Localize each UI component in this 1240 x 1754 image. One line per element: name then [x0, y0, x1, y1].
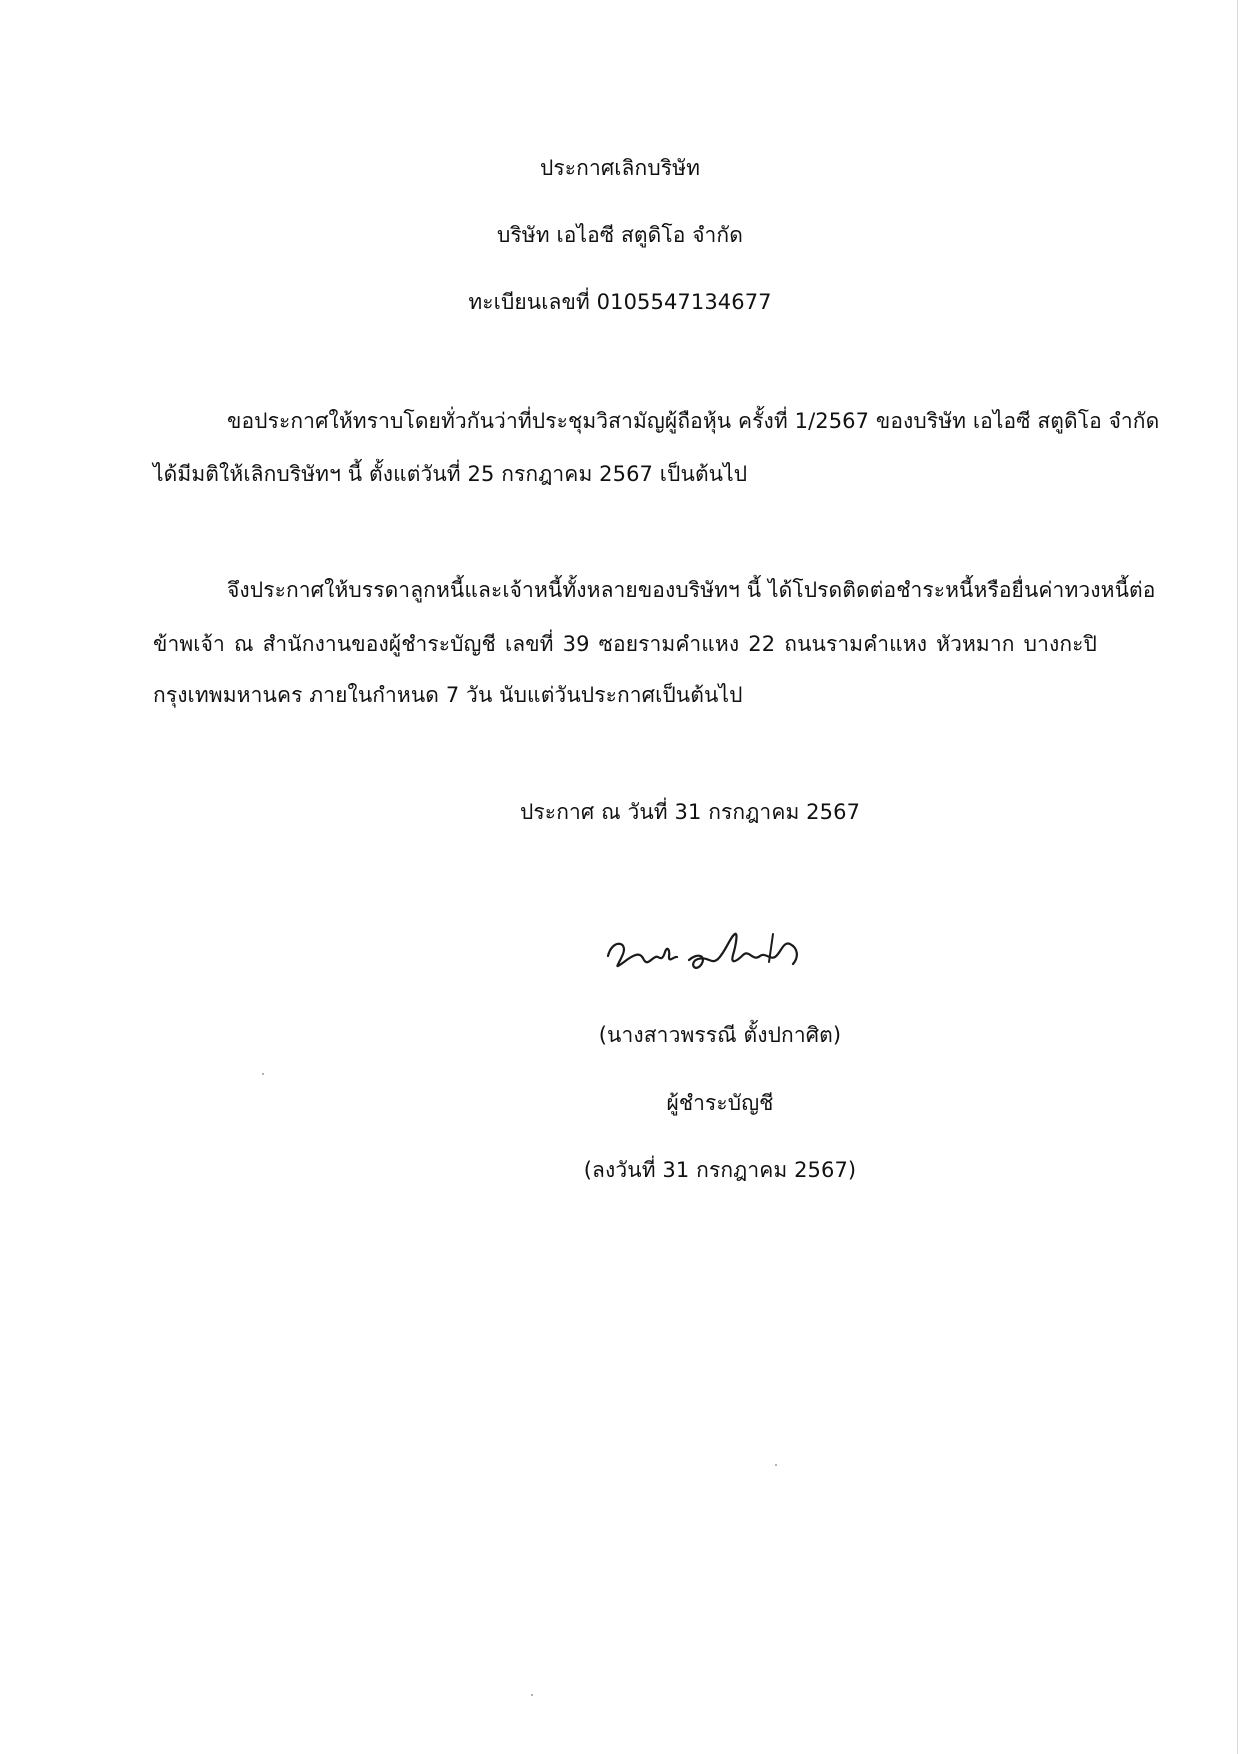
scan-edge-line [1237, 0, 1238, 1754]
paragraph-2-line-3: กรุงเทพมหานคร ภายในกำหนด 7 วัน นับแต่วันประกาศเป็นต้นไป [153, 683, 743, 707]
paragraph-2-word: บางกะปิ [1023, 632, 1097, 656]
paragraph-1-line-2: ได้มีมติให้เลิกบริษัทฯ นี้ ตั้งแต่วันที่ 25 กรกฎาคม 2567 เป็นต้นไป [153, 462, 748, 486]
paragraph-2-word: ถนนรามคำแหง [784, 632, 928, 656]
company-name: บริษัท เอไอซี สตูดิโอ จำกัด [497, 223, 743, 247]
registration-number: ทะเบียนเลขที่ 0105547134677 [468, 290, 772, 314]
paragraph-2-word: 22 [748, 632, 776, 656]
paragraph-2-word: ข้าพเจ้า [153, 632, 225, 656]
paragraph-1-line-1: ขอประกาศให้ทราบโดยทั่วกันว่าที่ประชุมวิสามัญผู้ถือหุ้น ครั้งที่ 1/2567 ของบริษัท เอไอซี สตูดิโอ จำกัด [227, 409, 1160, 433]
paragraph-2-line-2 [153, 629, 1097, 659]
document-title: ประกาศเลิกบริษัท [539, 156, 701, 180]
paragraph-2-word: 39 [562, 632, 590, 656]
signer-role: ผู้ชำระบัญชี [666, 1091, 774, 1115]
scan-speck [775, 1464, 777, 1466]
signer-name: (นางสาวพรรณี ตั้งปกาศิต) [598, 1023, 842, 1047]
paragraph-2-word: หัวหมาก [936, 632, 1015, 656]
announcement-date: ประกาศ ณ วันที่ 31 กรกฎาคม 2567 [520, 800, 861, 824]
paragraph-2-word: ณ [233, 632, 254, 656]
scan-speck [262, 1073, 264, 1075]
paragraph-2-line-1: จึงประกาศให้บรรดาลูกหนี้และเจ้าหนี้ทั้งหลายของบริษัทฯ นี้ ได้โปรดติดต่อชำระหนี้หรือยื่นค่าทวงหนี้ต่อ [227, 578, 1156, 602]
paragraph-2-word: สำนักงานของผู้ชำระบัญชี [262, 632, 496, 656]
signed-date: (ลงวันที่ 31 กรกฎาคม 2567) [583, 1158, 857, 1182]
scan-speck [531, 1694, 533, 1696]
paragraph-2-word: เลขที่ [504, 632, 554, 656]
paragraph-2-word: ซอยรามคำแหง [598, 632, 740, 656]
handwritten-signature [603, 917, 808, 983]
